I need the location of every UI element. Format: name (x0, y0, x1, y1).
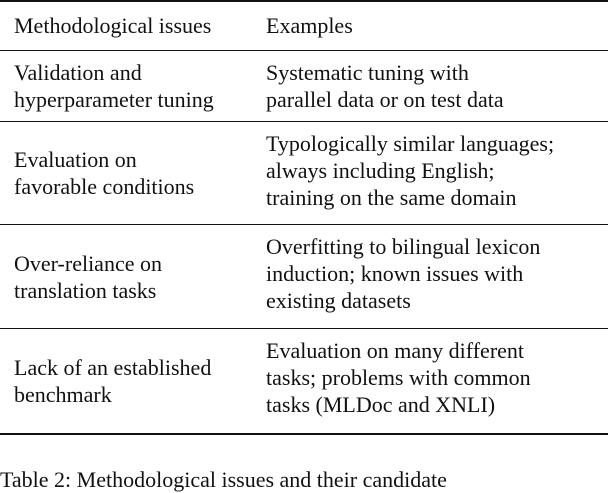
issue-cell (0, 51, 252, 122)
example-line: induction; known issues with (266, 261, 524, 286)
example-line: tasks; problems with common (266, 365, 531, 390)
examples-cell (252, 329, 608, 434)
issue-line: Evaluation on (14, 147, 137, 172)
example-line: Systematic tuning with (266, 60, 469, 85)
issue-line: Over-reliance on (14, 250, 162, 276)
table-header (0, 1, 608, 51)
table-caption: Table 2: Methodological issues and their candidate (0, 467, 447, 492)
issue-line: favorable conditions (14, 174, 195, 199)
issue-cell (0, 225, 252, 329)
table-row (0, 122, 608, 225)
issue-line: Lack of an established (14, 354, 212, 380)
example-line: tasks (MLDoc and XNLI) (266, 392, 496, 417)
example-line: Typologically similar languages; (266, 131, 555, 156)
examples-cell (252, 122, 608, 225)
issue-line: benchmark (14, 381, 112, 407)
example-line: existing datasets (266, 288, 411, 313)
example-line: always including English; (266, 158, 495, 183)
header-examples: Examples (266, 13, 353, 38)
examples-cell (252, 51, 608, 122)
table-body (0, 51, 608, 434)
issue-line: hyperparameter tuning (14, 87, 214, 112)
examples-cell (252, 225, 608, 329)
issue-cell (0, 122, 252, 225)
example-line: Overfitting to bilingual lexicon (266, 234, 541, 259)
issue-line: Validation and (14, 60, 142, 85)
example-line: parallel data or on test data (266, 87, 504, 112)
header-methodological-issues: Methodological issues (14, 13, 212, 38)
table-row (0, 225, 608, 329)
issue-cell (0, 329, 252, 434)
table-row (0, 51, 608, 122)
example-line: training on the same domain (266, 185, 517, 210)
table-row (0, 329, 608, 434)
issue-line: translation tasks (14, 277, 157, 303)
header-row (0, 1, 608, 51)
example-line: Evaluation on many different (266, 338, 525, 363)
